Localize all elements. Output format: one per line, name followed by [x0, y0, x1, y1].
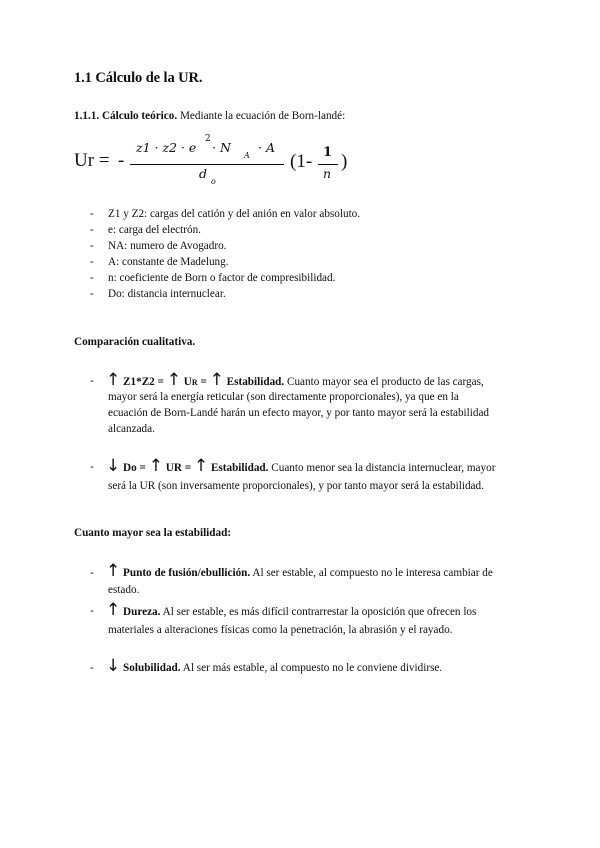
arrow-up-icon: ↑ — [148, 456, 163, 476]
equation-denominator-sub: o — [211, 177, 216, 186]
do-label: Do = — [123, 462, 146, 474]
list-dash: - — [90, 375, 94, 387]
hardness-label: Dureza. — [123, 606, 161, 618]
arrow-up-icon: ↑ — [193, 456, 209, 476]
definition-text: e: carga del electrón. — [108, 224, 201, 236]
calc-line — [74, 108, 345, 124]
ur-label: UR = — [165, 462, 192, 474]
list-dash: - — [90, 567, 94, 579]
comparison-item-2-line2: será la UR (son inversamente proporcionales), y por tanto mayor será la estabilidad. — [108, 480, 484, 492]
u-label: U — [183, 376, 192, 388]
definition-text: Do: distancia internuclear. — [108, 288, 226, 300]
small-fraction-bar — [318, 164, 338, 165]
equation-exponent: 2 — [205, 134, 211, 144]
list-item: - — [90, 240, 94, 252]
comparison-item-1-line2: mayor será la energía reticular (son directamente proporcionales), ya que en la — [108, 391, 459, 403]
equation-paren-open: (1- — [290, 151, 313, 172]
equals: = — [200, 376, 207, 388]
stability-label: Estabilidad. — [226, 376, 285, 388]
stability-label: Estabilidad. — [210, 462, 269, 474]
list-item: - — [90, 256, 94, 268]
equation-a: · A — [258, 140, 275, 155]
fraction-bar — [130, 164, 284, 165]
arrow-down-icon: ↓ — [106, 456, 121, 476]
stability-item-3-text: Al ser más estable, al compuesto no le conviene dividirse. — [182, 662, 443, 674]
stability-item-1-line1 — [106, 563, 493, 581]
z-product: Z1*Z2 = — [123, 376, 164, 388]
list-item: - — [90, 224, 94, 236]
list-dash: - — [90, 662, 94, 674]
equation-lhs: Ur = — [74, 150, 110, 171]
melting-point-label: Punto de fusión/ebullición. — [123, 567, 251, 579]
equation-denominator: d — [199, 166, 208, 181]
stability-item-3-line1 — [106, 658, 442, 676]
definition-text: A: constante de Madelung. — [108, 256, 229, 268]
arrow-up-icon: ↑ — [106, 370, 121, 390]
definition-text: Z1 y Z2: cargas del catión y del anión en valor absoluto. — [108, 208, 361, 220]
equation-one: 1 — [323, 145, 333, 160]
stability-item-2-line1 — [106, 602, 476, 620]
equation-numerator: z1 · z2 · e — [136, 140, 197, 155]
comparison-item-1-text: Cuanto mayor sea el producto de las cargas, — [287, 376, 484, 388]
comparison-item-1-line4: alcanzada. — [108, 423, 155, 435]
stability-item-2-text: Al ser estable, es más difícil contrarrestar la oposición que ofrecen los — [162, 606, 477, 618]
arrow-down-icon: ↓ — [106, 656, 121, 676]
equation-paren-close: ) — [341, 151, 348, 172]
solubility-label: Solubilidad. — [123, 662, 181, 674]
definition-text: NA: numero de Avogadro. — [108, 240, 227, 252]
stability-item-1-line2: estado. — [108, 584, 140, 596]
arrow-up-icon: ↑ — [166, 370, 181, 390]
comparison-item-2-text: Cuanto menor sea la distancia internuclear, mayor — [271, 462, 496, 474]
arrow-up-icon: ↑ — [106, 600, 121, 620]
arrow-up-icon: ↑ — [106, 561, 121, 581]
list-item: - — [90, 272, 94, 284]
u-sub: R — [191, 378, 198, 387]
stability-title: Cuanto mayor sea la estabilidad: — [74, 527, 232, 539]
definition-text: n: coeficiente de Born o factor de compresibilidad. — [108, 272, 336, 284]
arrow-up-icon: ↑ — [209, 370, 224, 390]
list-dash: - — [90, 605, 94, 617]
list-item: - — [90, 288, 94, 300]
stability-item-1-text: Al ser estable, al compuesto no le interesa cambiar de — [252, 567, 493, 579]
comparison-title: Comparación cualitativa. — [74, 336, 196, 348]
calc-intro: Mediante la ecuación de Born-landé: — [179, 110, 346, 122]
stability-item-2-line2: materiales a alteraciones físicas como la penetración, la abrasión y el rayado. — [108, 624, 453, 636]
comparison-item-2-line1 — [106, 458, 495, 476]
equation-minus: - — [118, 150, 125, 171]
list-item: - — [90, 208, 94, 220]
comparison-item-1-line3: ecuación de Born-Landé harán un efecto mayor, y por tanto mayor será la estabilidad — [108, 407, 490, 419]
list-dash: - — [90, 461, 94, 473]
equation-na-sub: A — [244, 151, 250, 160]
equation-n: n — [323, 166, 332, 181]
equation-na: · N — [212, 140, 231, 155]
section-heading: 1.1 Cálculo de la UR. — [74, 70, 203, 86]
calc-title: 1.1.1. Cálculo teórico. — [74, 110, 178, 122]
